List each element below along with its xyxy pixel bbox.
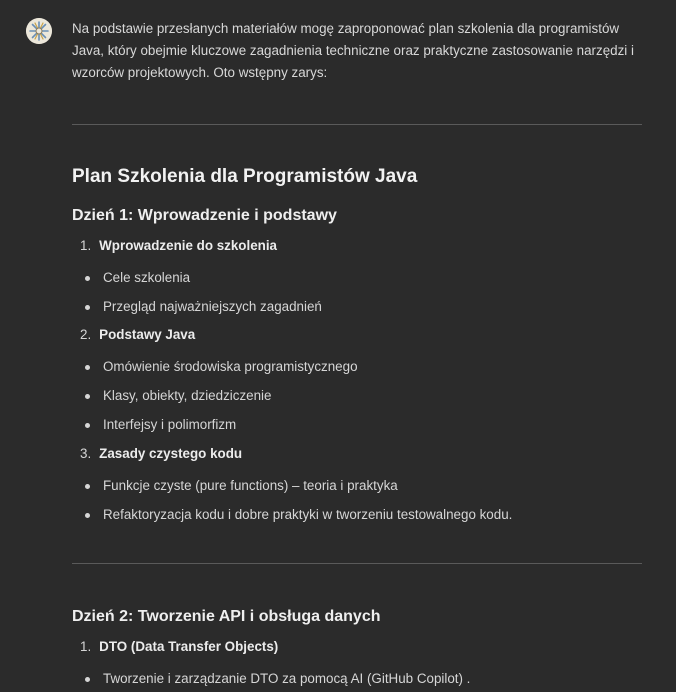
bullet-item: Tworzenie i zarządzanie DTO za pomocą AI (GitHub Copilot) . <box>103 671 471 686</box>
bullet-item: Interfejsy i polimorfizm <box>103 417 237 432</box>
list-item <box>80 327 195 342</box>
assistant-message <box>72 18 642 686</box>
item-number: 1. <box>80 639 92 654</box>
assistant-logo-icon <box>26 18 52 44</box>
bullet-item: Omówienie środowiska programistycznego <box>103 359 358 374</box>
bullet-item: Klasy, obiekty, dziedziczenie <box>103 388 272 403</box>
list-item <box>80 639 278 654</box>
day2-heading: Dzień 2: Tworzenie API i obsługa danych <box>72 608 381 625</box>
bullet-item: Przegląd najważniejszych zagadnień <box>103 299 322 314</box>
assistant-avatar <box>26 18 52 44</box>
bullet-item: Refaktoryzacja kodu i dobre praktyki w tworzeniu testowalnego kodu. <box>103 507 513 522</box>
day1-heading: Dzień 1: Wprowadzenie i podstawy <box>72 207 337 224</box>
plan-title: Plan Szkolenia dla Programistów Java <box>72 166 418 187</box>
divider <box>72 563 642 564</box>
item-label: Zasady czystego kodu <box>99 446 243 461</box>
item-number: 1. <box>80 238 92 253</box>
item-number: 2. <box>80 327 92 342</box>
list-item <box>80 446 242 461</box>
divider <box>72 124 642 125</box>
bullet-item: Funkcje czyste (pure functions) – teoria i praktyka <box>103 478 398 493</box>
intro-paragraph: Na podstawie przesłanych materiałów mogę zaproponować plan szkolenia dla programistów Java, który obejmie kluczowe zagadnienia techniczne oraz praktyczne zastosowanie narzędzi i wzorców projektowych. Oto wstępny zarys: <box>72 21 634 80</box>
item-number: 3. <box>80 446 92 461</box>
list-item <box>80 238 277 253</box>
item-label: Podstawy Java <box>99 327 196 342</box>
item-label: DTO (Data Transfer Objects) <box>99 639 279 654</box>
item-label: Wprowadzenie do szkolenia <box>99 238 277 253</box>
bullet-item: Cele szkolenia <box>103 270 191 285</box>
